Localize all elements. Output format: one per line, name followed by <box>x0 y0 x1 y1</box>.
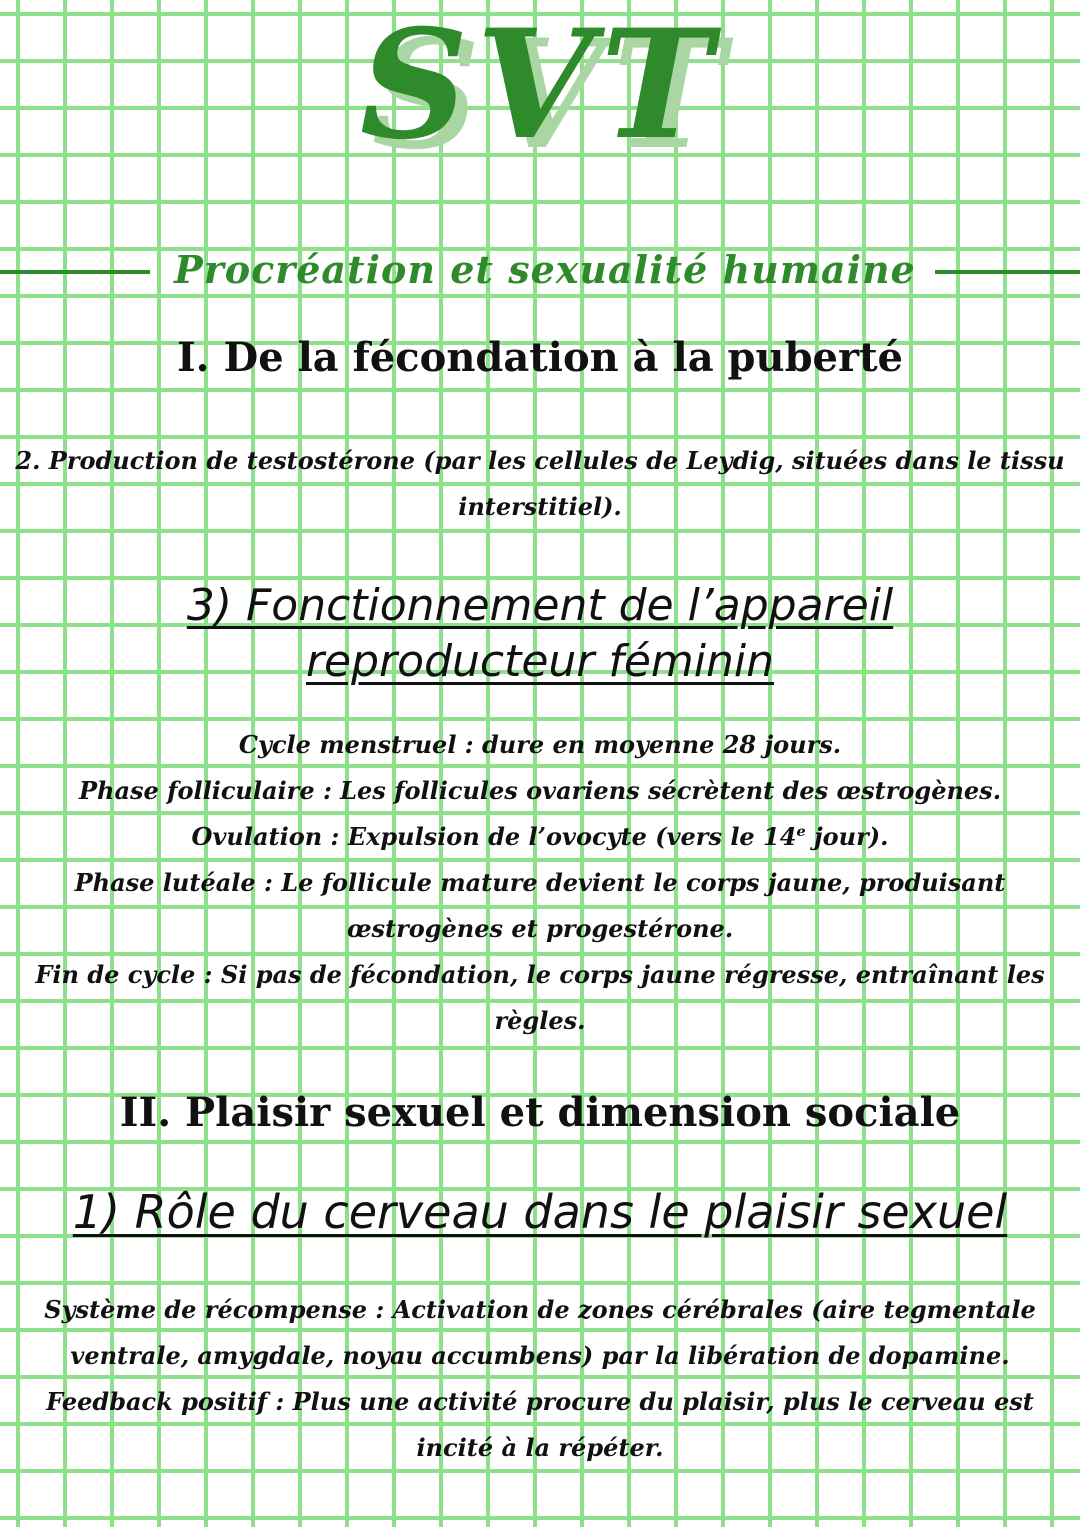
paragraph-line: incité à la répéter. <box>416 1433 664 1462</box>
ovulation-superscript: e <box>796 823 806 840</box>
subheading-line: 1) Rôle du cerveau dans le plaisir sexuel <box>72 1185 1008 1239</box>
paragraph-line: règles. <box>494 1006 586 1035</box>
page-title: SVT <box>359 0 721 173</box>
subheading-line: 3) Fonctionnement de l’appareil <box>186 580 894 631</box>
subheading-line: reproducteur féminin <box>305 636 775 687</box>
paragraph-line: Cycle menstruel : dure en moyenne 28 jours. <box>238 730 842 759</box>
section-1-heading: I. De la fécondation à la puberté <box>176 334 904 381</box>
testosterone-paragraph <box>0 438 1080 530</box>
paragraph-line <box>0 814 1080 860</box>
reward-system-paragraph <box>0 1287 1080 1471</box>
ovulation-text: Ovulation : Expulsion de l’ovocyte (vers le 14 <box>191 822 797 851</box>
paragraph-line: Système de récompense : Activation de zones cérébrales (aire tegmentale <box>44 1295 1036 1324</box>
paragraph-line: œstrogènes et progestérone. <box>346 914 734 943</box>
paragraph-line: Phase folliculaire : Les follicules ovariens sécrètent des œstrogènes. <box>78 776 1002 805</box>
paragraph-line: interstitiel). <box>458 492 622 521</box>
paragraph-line: Feedback positif : Plus une activité procure du plaisir, plus le cerveau est <box>46 1387 1034 1416</box>
paragraph-line: Phase lutéale : Le follicule mature devient le corps jaune, produisant <box>74 868 1006 897</box>
page-subtitle: Procréation et sexualité humaine <box>174 247 916 292</box>
section-1-subheading <box>0 578 1080 690</box>
paragraph-line: ventrale, amygdale, noyau accumbens) par la libération de dopamine. <box>70 1341 1010 1370</box>
menstrual-cycle-paragraph <box>0 722 1080 1044</box>
subtitle-rule-right <box>935 270 1080 274</box>
ovulation-text-end: jour). <box>805 822 889 851</box>
paragraph-line: Fin de cycle : Si pas de fécondation, le corps jaune régresse, entraînant les <box>35 960 1045 989</box>
subtitle-rule-left <box>0 270 150 274</box>
section-2-heading: II. Plaisir sexuel et dimension sociale <box>119 1089 961 1136</box>
paragraph-line: 2. Production de testostérone (par les cellules de Leydig, situées dans le tissu <box>15 446 1065 475</box>
section-2-subheading <box>0 1184 1080 1240</box>
